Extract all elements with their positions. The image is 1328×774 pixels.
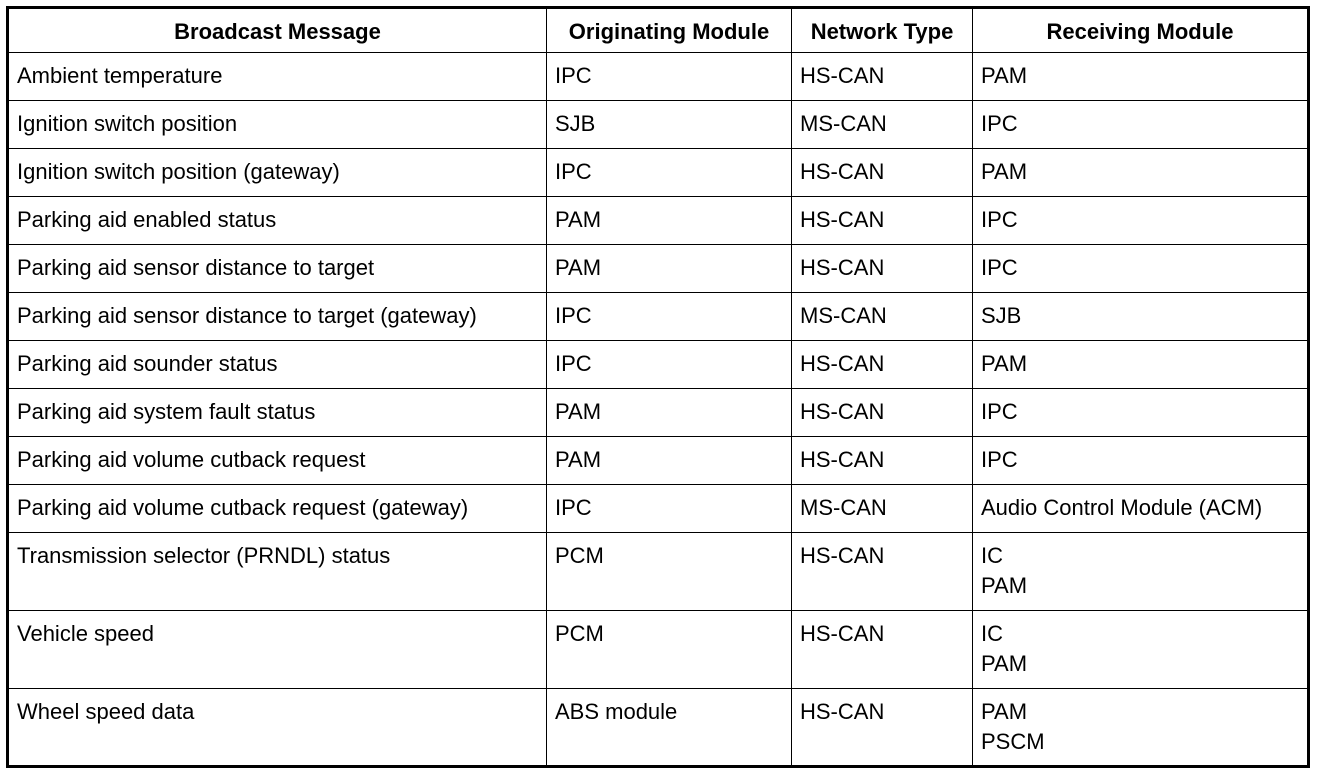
- cell-network-type: MS-CAN: [792, 101, 973, 149]
- header-network-type: Network Type: [792, 8, 973, 53]
- table-row: [8, 149, 1309, 197]
- cell-broadcast-message: Parking aid sensor distance to target: [8, 245, 547, 293]
- cell-originating-module: ABS module: [547, 689, 792, 767]
- receiving-module-entry: IPC: [981, 111, 1018, 136]
- receiving-module-entry: IPC: [981, 255, 1018, 280]
- table-row: [8, 197, 1309, 245]
- cell-originating-module: SJB: [547, 101, 792, 149]
- cell-broadcast-message: Wheel speed data: [8, 689, 547, 767]
- receiving-module-entry: PAM: [981, 63, 1028, 88]
- cell-receiving-module: [973, 533, 1309, 611]
- cell-receiving-module: [973, 53, 1309, 101]
- cell-originating-module: PCM: [547, 533, 792, 611]
- cell-originating-module: IPC: [547, 341, 792, 389]
- cell-receiving-module: [973, 293, 1309, 341]
- receiving-module-entry: IPC: [981, 447, 1018, 472]
- cell-broadcast-message: Parking aid enabled status: [8, 197, 547, 245]
- cell-network-type: HS-CAN: [792, 437, 973, 485]
- cell-originating-module: IPC: [547, 293, 792, 341]
- cell-receiving-module: [973, 689, 1309, 767]
- cell-receiving-module: [973, 485, 1309, 533]
- table-row: [8, 245, 1309, 293]
- cell-broadcast-message: Transmission selector (PRNDL) status: [8, 533, 547, 611]
- cell-originating-module: PCM: [547, 611, 792, 689]
- receiving-module-entry: PAM: [981, 159, 1028, 184]
- cell-receiving-module: [973, 437, 1309, 485]
- cell-receiving-module: [973, 611, 1309, 689]
- table-row: [8, 53, 1309, 101]
- receiving-module-entry: PSCM: [981, 729, 1045, 754]
- cell-network-type: HS-CAN: [792, 689, 973, 767]
- cell-broadcast-message: Parking aid volume cutback request (gateway): [8, 485, 547, 533]
- cell-network-type: HS-CAN: [792, 197, 973, 245]
- cell-receiving-module: [973, 341, 1309, 389]
- header-broadcast-message: Broadcast Message: [8, 8, 547, 53]
- table-row: [8, 101, 1309, 149]
- cell-network-type: MS-CAN: [792, 485, 973, 533]
- receiving-module-entry: Audio Control Module (ACM): [981, 495, 1263, 520]
- receiving-module-entry: SJB: [981, 303, 1022, 328]
- cell-originating-module: PAM: [547, 437, 792, 485]
- cell-receiving-module: [973, 101, 1309, 149]
- receiving-module-entry: IC: [981, 621, 1003, 646]
- cell-network-type: HS-CAN: [792, 341, 973, 389]
- receiving-module-entry: PAM: [981, 699, 1028, 724]
- table-row: [8, 293, 1309, 341]
- cell-receiving-module: [973, 389, 1309, 437]
- header-receiving-module: Receiving Module: [973, 8, 1309, 53]
- table-header-row: [8, 8, 1309, 53]
- table-body: [8, 53, 1309, 767]
- table-row: [8, 341, 1309, 389]
- cell-broadcast-message: Ignition switch position: [8, 101, 547, 149]
- cell-receiving-module: [973, 245, 1309, 293]
- cell-network-type: HS-CAN: [792, 53, 973, 101]
- cell-originating-module: IPC: [547, 53, 792, 101]
- broadcast-message-table: [6, 6, 1310, 768]
- cell-originating-module: IPC: [547, 149, 792, 197]
- receiving-module-entry: PAM: [981, 573, 1028, 598]
- header-originating-module: Originating Module: [547, 8, 792, 53]
- receiving-module-entry: PAM: [981, 351, 1028, 376]
- cell-network-type: HS-CAN: [792, 245, 973, 293]
- receiving-module-entry: IPC: [981, 207, 1018, 232]
- cell-broadcast-message: Parking aid sounder status: [8, 341, 547, 389]
- cell-originating-module: IPC: [547, 485, 792, 533]
- cell-network-type: HS-CAN: [792, 533, 973, 611]
- cell-broadcast-message: Parking aid sensor distance to target (gateway): [8, 293, 547, 341]
- cell-broadcast-message: Ambient temperature: [8, 53, 547, 101]
- cell-broadcast-message: Parking aid system fault status: [8, 389, 547, 437]
- table-row: [8, 437, 1309, 485]
- receiving-module-entry: IPC: [981, 399, 1018, 424]
- cell-originating-module: PAM: [547, 197, 792, 245]
- cell-network-type: HS-CAN: [792, 611, 973, 689]
- cell-network-type: MS-CAN: [792, 293, 973, 341]
- cell-originating-module: PAM: [547, 245, 792, 293]
- table-row: [8, 533, 1309, 611]
- receiving-module-entry: PAM: [981, 651, 1028, 676]
- cell-receiving-module: [973, 197, 1309, 245]
- table-row: [8, 689, 1309, 767]
- receiving-module-entry: IC: [981, 543, 1003, 568]
- cell-originating-module: PAM: [547, 389, 792, 437]
- table-row: [8, 611, 1309, 689]
- cell-network-type: HS-CAN: [792, 389, 973, 437]
- table-row: [8, 389, 1309, 437]
- cell-broadcast-message: Parking aid volume cutback request: [8, 437, 547, 485]
- cell-network-type: HS-CAN: [792, 149, 973, 197]
- cell-receiving-module: [973, 149, 1309, 197]
- cell-broadcast-message: Vehicle speed: [8, 611, 547, 689]
- table-row: [8, 485, 1309, 533]
- cell-broadcast-message: Ignition switch position (gateway): [8, 149, 547, 197]
